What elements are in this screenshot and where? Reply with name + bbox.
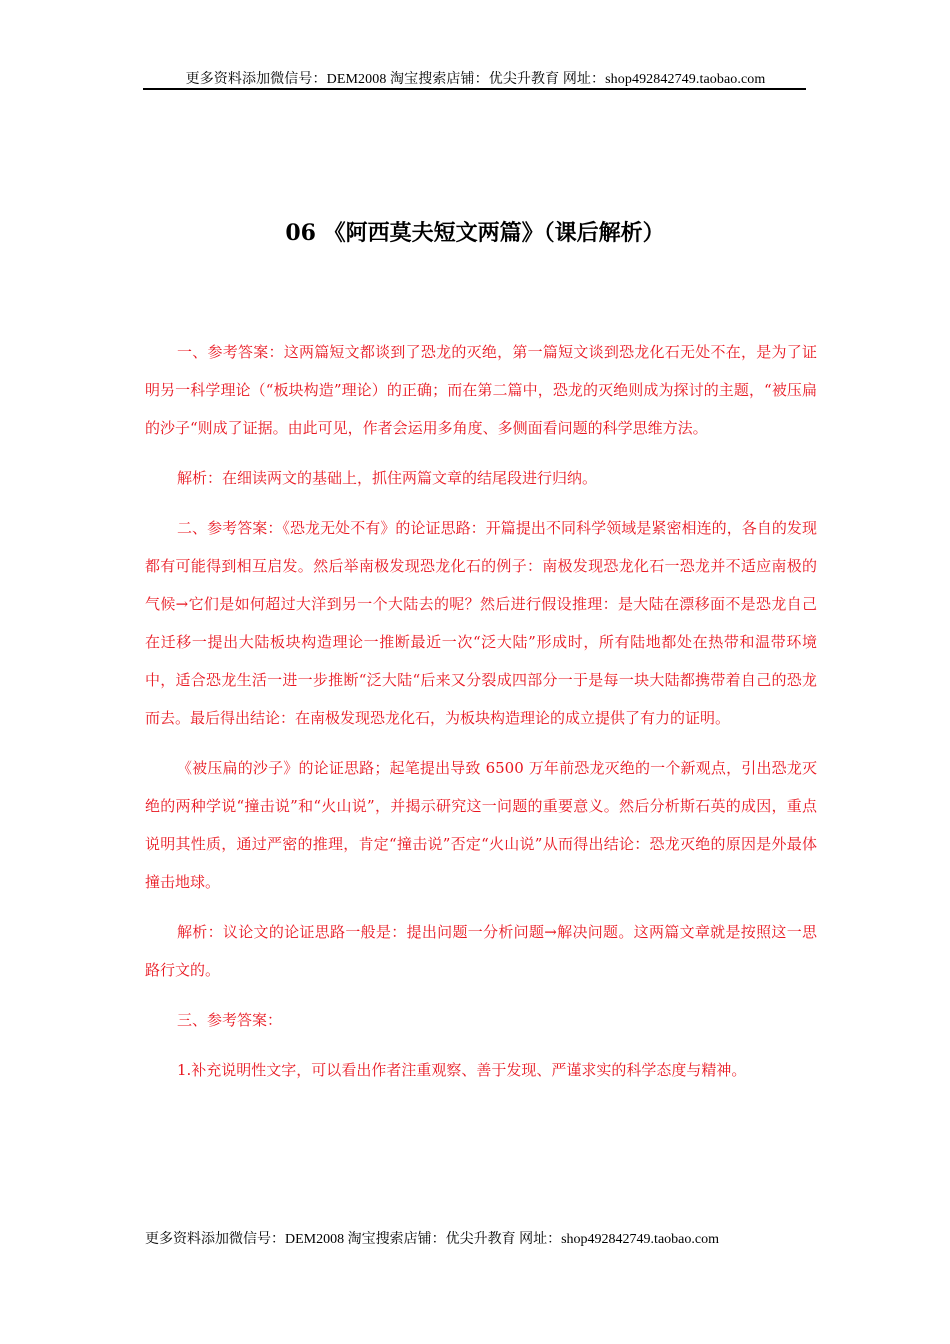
document-body bbox=[145, 333, 817, 1101]
analysis-2-paragraph: 解析：议论文的论证思路一般是：提出问题一分析问题→解决问题。这两篇文章就是按照这一思路行文的。 bbox=[145, 923, 817, 979]
answer-1-paragraph: 一、参考答案：这两篇短文都谈到了恐龙的灭绝，第一篇短文谈到恐龙化石无处不在，是为了证明另一科学理论（“板块构造”理论）的正确；而在第二篇中，恐龙的灭绝则成为探讨的主题，“被压扁的沙子“则成了证据。由此可见，作者会运用多角度、多侧面看问题的科学思维方法。 bbox=[145, 343, 817, 437]
answer-2b-paragraph: 《被压扁的沙子》的论证思路；起笔提出导致 6500 万年前恐龙灭绝的一个新观点，引出恐龙灭绝的两种学说“撞击说”和“火山说”，并揭示研究这一问题的重要意义。然后分析斯石英的成因，重点说明其性质，通过严密的推理，肯定“撞击说”否定“火山说”从而得出结论：恐龙灭绝的原因是外最体撞击地球。 bbox=[145, 759, 817, 891]
answer-2-paragraph: 二、参考答案：《恐龙无处不有》的论证思路：开篇提出不同科学领域是紧密相连的，各自的发现都有可能得到相互启发。然后举南极发现恐龙化石的例子：南极发现恐龙化石一恐龙并不适应南极的气候→它们是如何超过大洋到另一个大陆去的呢？然后进行假设推理：是大陆在漂移面不是恐龙自己在迁移一提出大陆板块构造理论一推断最近一次“泛大陆”形成时，所有陆地都处在热带和温带环境中，适合恐龙生活一进一步推断“泛大陆“后来又分裂成四部分一于是每一块大陆都携带着自己的恐龙而去。最后得出结论：在南极发现恐龙化石，为板块构造理论的成立提供了有力的证明。 bbox=[145, 519, 817, 727]
answer-3-item-1: 1.补充说明性文字，可以看出作者注重观察、善于发现、严谨求实的科学态度与精神。 bbox=[177, 1061, 747, 1079]
document-title: 06 《阿西莫夫短文两篇》（课后解析） bbox=[285, 220, 665, 246]
header-divider bbox=[143, 88, 806, 90]
analysis-1-paragraph: 解析：在细读两文的基础上，抓住两篇文章的结尾段进行归纳。 bbox=[177, 469, 598, 487]
answer-3-heading: 三、参考答案： bbox=[177, 1011, 283, 1029]
page-header: 更多资料添加微信号：DEM2008 淘宝搜索店铺：优尖升教育 网址：shop492842749.taobao.com bbox=[185, 72, 766, 87]
page-footer: 更多资料添加微信号：DEM2008 淘宝搜索店铺：优尖升教育 网址：shop492842749.taobao.com bbox=[145, 1232, 719, 1247]
